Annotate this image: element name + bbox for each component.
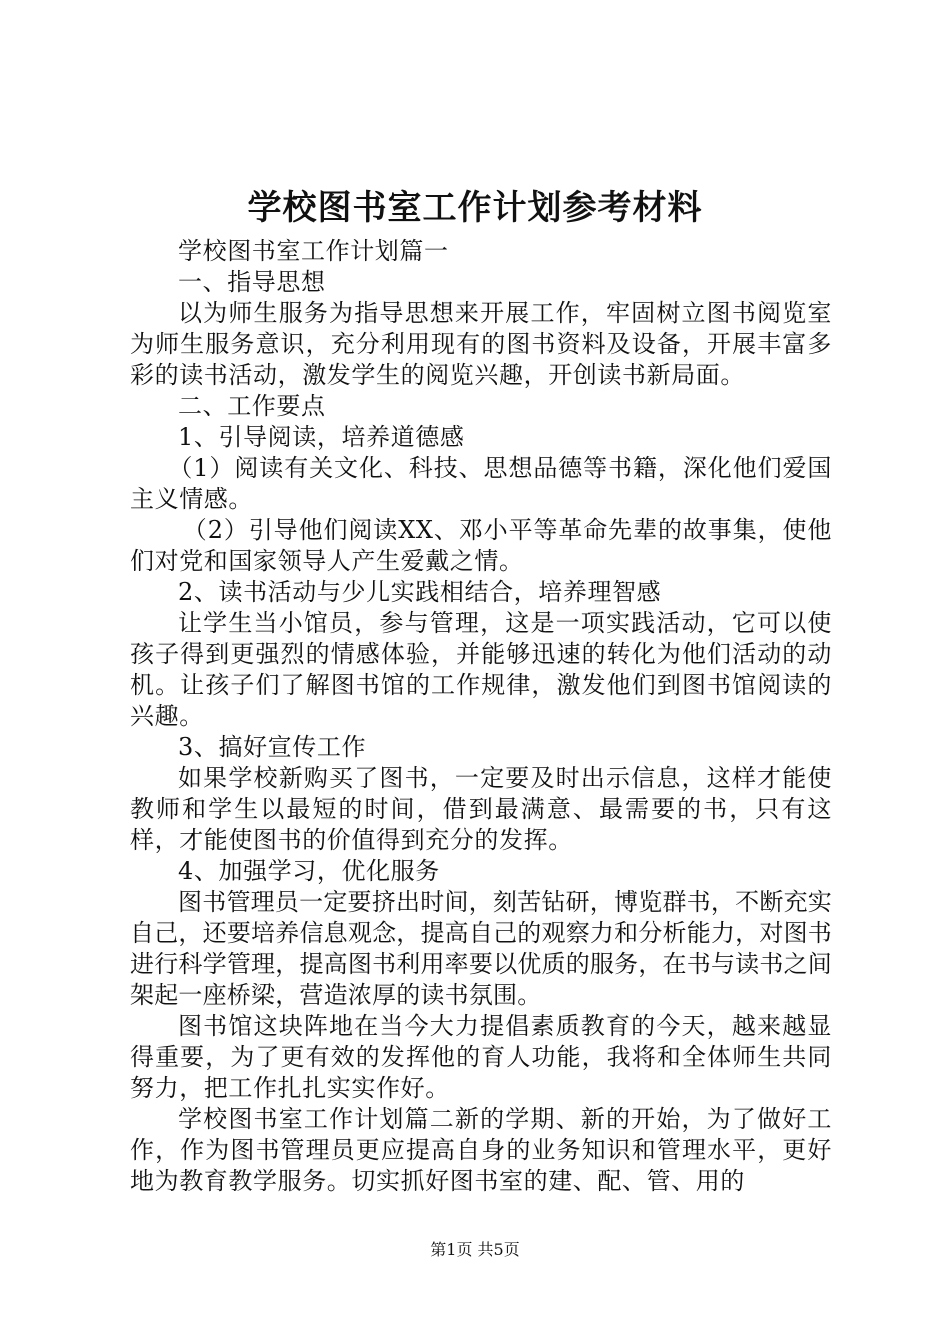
page-footer: 第1页 共5页 (430, 1240, 520, 1259)
subsection-heading: 3、搞好宣传工作 (178, 733, 367, 761)
paragraph: 如果学校新购买了图书，一定要及时出示信息，这样才能使教师和学生以最短的时间，借到最满意、最需要的书，只有这样，才能使图书的价值得到充分的发挥。 (130, 764, 832, 854)
subsection-heading: 1、引导阅读，培养道德感 (178, 423, 465, 451)
subsection-heading: 4、加强学习，优化服务 (178, 857, 440, 885)
paragraph: 图书管理员一定要挤出时间，刻苦钻研，博览群书，不断充实自己，还要培养信息观念，提高自己的观察力和分析能力，对图书进行科学管理，提高图书利用率要以优质的服务，在书与读书之间架起一座桥梁，营造浓厚的读书氛围。 (130, 888, 832, 1009)
subsection-heading: 2、读书活动与少儿实践相结合，培养理智感 (178, 578, 662, 606)
page-title: 学校图书室工作计划参考材料 (247, 188, 703, 228)
section-heading: 学校图书室工作计划篇一 (178, 237, 449, 265)
paragraph: （1）阅读有关文化、科技、思想品德等书籍，深化他们爱国主义情感。 (130, 454, 832, 513)
paragraph: 学校图书室工作计划篇二新的学期、新的开始，为了做好工作，作为图书管理员更应提高自身的业务知识和管理水平，更好地为教育教学服务。切实抓好图书室的建、配、管、用的 (130, 1105, 832, 1195)
paragraph: 让学生当小馆员，参与管理，这是一项实践活动，它可以使孩子得到更强烈的情感体验，并能够迅速的转化为他们活动的动机。让孩子们了解图书馆的工作规律，激发他们到图书馆阅读的兴趣。 (130, 609, 832, 730)
section-heading: 一、指导思想 (178, 268, 326, 296)
paragraph: 图书馆这块阵地在当今大力提倡素质教育的今天，越来越显得重要，为了更有效的发挥他的育人功能，我将和全体师生共同努力，把工作扎扎实实作好。 (130, 1012, 832, 1102)
paragraph: 以为师生服务为指导思想来开展工作，牢固树立图书阅览室为师生服务意识，充分利用现有的图书资料及设备，开展丰富多彩的读书活动，激发学生的阅览兴趣，开创读书新局面。 (130, 299, 832, 389)
paragraph: （2）引导他们阅读XX、邓小平等革命先辈的故事集，使他们对党和国家领导人产生爱戴之情。 (130, 516, 832, 575)
document-body (130, 206, 832, 1197)
section-heading: 二、工作要点 (178, 392, 326, 420)
